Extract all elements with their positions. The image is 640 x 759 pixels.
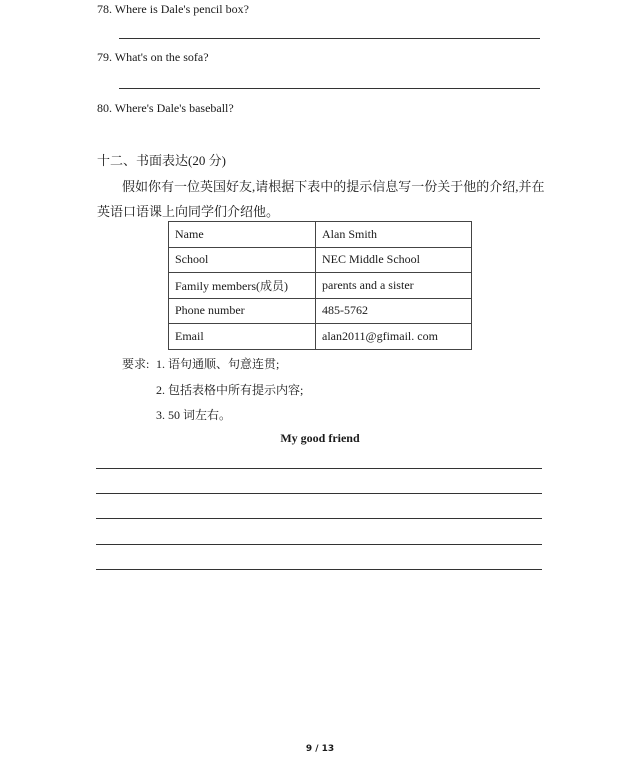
instruction-line-2: 英语口语课上向同学们介绍他。 [97,204,280,219]
row-label-phone: Phone number [169,298,316,324]
table-row [169,324,472,350]
instruction-line-1: 假如你有一位英国好友,请根据下表中的提示信息写一份关于他的介绍,并在 [122,179,545,194]
row-value-name: Alan Smith [316,222,472,248]
page-number: 9 / 13 [305,744,335,754]
answer-line-78[interactable] [119,38,540,39]
writing-line-1[interactable] [96,468,542,469]
question-80: 80. Where's Dale's baseball? [97,101,234,115]
table-row [169,273,472,299]
table-row [169,298,472,324]
row-label-school: School [169,247,316,273]
table-row [169,222,472,248]
row-value-school: NEC Middle School [316,247,472,273]
info-table [168,221,472,350]
requirement-3: 3. 50 词左右。 [156,408,232,422]
row-value-family: parents and a sister [316,273,472,299]
writing-line-5[interactable] [96,569,542,570]
writing-line-4[interactable] [96,544,542,545]
requirement-2: 2. 包括表格中所有提示内容; [156,383,304,397]
question-78: 78. Where is Dale's pencil box? [97,2,249,16]
question-79: 79. What's on the sofa? [97,50,209,64]
requirements-prefix: 要求: [122,357,150,371]
row-label-email: Email [169,324,316,350]
writing-line-3[interactable] [96,518,542,519]
row-label-name: Name [169,222,316,248]
essay-title: My good friend [280,431,360,445]
section-title: 十二、书面表达(20 分) [97,153,226,168]
row-value-phone: 485-5762 [316,298,472,324]
row-label-family: Family members(成员) [169,273,316,299]
row-value-email: alan2011@gfimail. com [316,324,472,350]
writing-line-2[interactable] [96,493,542,494]
table-row [169,247,472,273]
requirement-1: 1. 语句通顺、句意连贯; [156,357,280,371]
answer-line-79[interactable] [119,88,540,89]
